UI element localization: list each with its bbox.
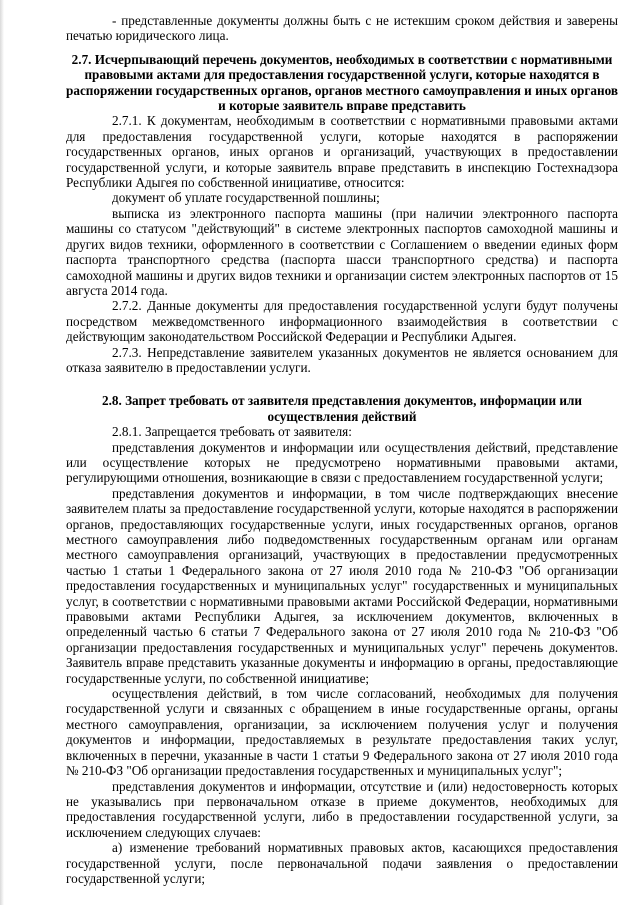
- section-2-7-heading: 2.7. Исчерпывающий перечень документов, необходимых в соответствии с нормативными правовыми актами для предоставления государственной услуги, которые находятся в распоряжении государственных органов, органов местного самоуправления и иных органов и которые заявитель вправе представить: [66, 51, 618, 114]
- paragraph-2-8-1: 2.8.1. Запрещается требовать от заявителя:: [112, 424, 352, 440]
- list-item-3: осуществления действий, в том числе согласований, необходимых для получения государственной услуги и связанных с обращением в иные государственные органы, органы местного самоуправления, организации, за исключением получения услуг и получения документов и информации, предоставляемых в результате предоставления таких услуг, включенных в перечни, указанные в части 1 статьи 9 Федерального закона от 27 июля 2010 года № 210-ФЗ "Об организации предоставления государственных и муниципальных услуг";: [66, 686, 618, 779]
- list-item-1: представления документов и информации или осуществления действий, представление или осуществление которых не предусмотрено нормативными правовыми актами, регулирующими отношения, возникающие в связи с предоставлением государственной услуги;: [66, 439, 618, 486]
- paragraph-2-7-2: 2.7.2. Данные документы для предоставления государственной услуги будут получены посредством межведомственного информационного взаимодействия в соответствии с действующим законодательством Российской Федерации и Республики Адыгея.: [66, 298, 618, 345]
- list-item-4: представления документов и информации, отсутствие и (или) недостоверность которых не указывались при первоначальном отказе в приеме документов, необходимых для предоставления государственной услуги, либо в предоставлении государственной услуги, за исключением следующих случаев:: [66, 778, 618, 840]
- paragraph-intro: - представленные документы должны быть с не истекшим сроком действия и заверены печатью юридического лица.: [66, 13, 618, 44]
- paragraph-2-7-3: 2.7.3. Непредставление заявителем указанных документов не является основанием для отказа заявителю в предоставлении услуги.: [66, 344, 618, 375]
- paragraph-2-7-1: 2.7.1. К документам, необходимым в соответствии с нормативными правовыми актами для предоставления государственной услуги, которые находятся в распоряжении государственных органов, иных органов и организаций, участвующих в предоставлении государственной услуги, и которые заявитель вправе представить в инспекцию Гостехнадзора Республики Адыгея по собственной инициативе, относится:: [66, 113, 618, 191]
- list-item-epsm-extract: выписка из электронного паспорта машины (при наличии электронного паспорта машины со статусом "действующий" в системе электронных паспортов самоходной машины и других видов техники, оформленного в соответствии с Соглашением о введении единых форм паспорта транспортного средства (паспорта шасси транспортного средства) и паспорта самоходной машины и других видов техники и организации систем электронных паспортов от 15 августа 2014 года.: [66, 205, 618, 298]
- section-2-8-heading: 2.8. Запрет требовать от заявителя представления документов, информации или осуществления действий: [102, 393, 582, 424]
- scan-left-edge: [0, 0, 4, 905]
- document-page: [66, 0, 618, 886]
- list-item-4a: а) изменение требований нормативных правовых актов, касающихся предоставления государственной услуги, после первоначальной подачи заявления о предоставлении государственной услуги;: [66, 840, 618, 886]
- list-item-fee-document: документ об уплате государственной пошлины;: [112, 190, 380, 206]
- list-item-2: представления документов и информации, в том числе подтверждающих внесение заявителем платы за предоставление государственной услуги, которые находятся в распоряжении органов, предоставляющих государственные услуги, иных государственных органов, органов местного самоуправления либо подведомственных государственным органам или органам местного самоуправления организаций, участвующих в предоставлении предусмотренных частью 1 статьи 1 Федерального закона от 27 июля 2010 года № 210-ФЗ "Об организации предоставления государственных и муниципальных услуг" государственных и муниципальных услуг, в соответствии с нормативными правовыми актами Российской Федерации, нормативными правовыми актами Республики Адыгея, за исключением документов, включенных в определенный частью 6 статьи 7 Федерального закона от 27 июля 2010 года № 210-ФЗ "Об организации предоставления государственных и муниципальных услуг" перечень документов. Заявитель вправе представить указанные документы и информацию в органы, предоставляющие государственные услуги, по собственной инициативе;: [66, 485, 618, 686]
